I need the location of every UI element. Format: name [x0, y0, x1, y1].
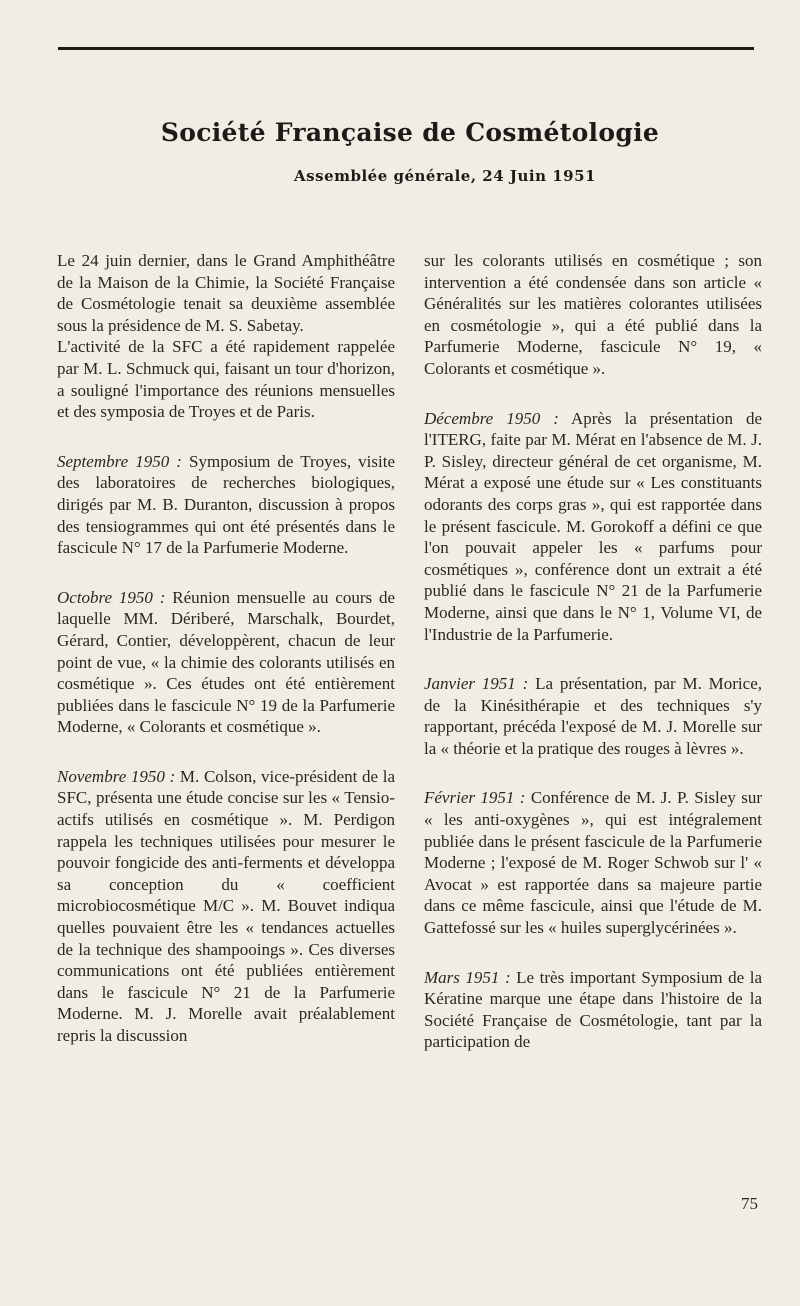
paragraph-text: Réunion mensuelle au cours de laquelle MM. Dériberé, Marschalk, Bourdet, Gérard, Contier, développèrent, chacun de leur point de vue, « la chimie des colorants utilisés en cosmétique ». Ces études ont été entièrement publiées dans le fascicule N° 19 de la Parfumerie Moderne, « Colorants et cosmétique ».: [57, 587, 395, 737]
page-subtitle: Assemblée générale, 24 Juin 1951: [294, 167, 596, 185]
date-label: Mars 1951 :: [424, 967, 511, 987]
date-label: Janvier 1951 :: [424, 674, 529, 694]
paragraph-text: La présentation, par M. Morice, de la Kinésithérapie et des techniques s'y rapportant, précéda l'exposé de M. J. Morelle sur la « théorie et la pratique des rouges à lèvres ».: [424, 674, 762, 758]
paragraph-text: Symposium de Troyes, visite des laboratoires de recherches biologiques, dirigés par M. B. Duranton, discussion à propos des tensiogrammes qui ont été présentés dans le fascicule N° 17 de la Parfumerie Moderne.: [57, 451, 395, 558]
paragraph-decembre-1950: [424, 408, 762, 646]
right-column: [424, 250, 762, 1081]
paragraph-text: Après la présentation de l'ITERG, faite par M. Mérat en l'absence de M. J. P. Sisley, directeur général de cet organisme, M. Mérat a exposé une étude sur « Les constituants odorants des corps gras », qui est rapportée dans le présent fascicule. M. Gorokoff a défini ce que l'on pouvait appeler les « parfums pour cosmétiques », conférence dont un extrait a été publié dans le fascicule N° 21 de la Parfumerie Moderne, ainsi que dans le N° 1, Volume VI, de l'Industrie de la Parfumerie.: [424, 408, 762, 644]
paragraph-septembre-1950: [57, 451, 395, 559]
date-label: Décembre 1950 :: [424, 408, 559, 428]
date-label: Février 1951 :: [424, 788, 526, 808]
date-label: Septembre 1950 :: [57, 451, 182, 471]
paragraph-continuation: sur les colorants utilisés en cosmétique ; son intervention a été condensée dans son article « Généralités sur les matières colorantes utilisées en cosmétologie », qui a été publié dans la Parfumerie Moderne, fascicule N° 19, « Colorants et cosmétique ».: [424, 251, 762, 378]
paragraph-text: M. Colson, vice-président de la SFC, présenta une étude concise sur les « Tensio-actifs utilisés en cosmétique ». M. Perdigon rappela les techniques utilisées pour mesurer le pouvoir fongicide des anti-ferments et développa sa conception du « coefficient microbiocosmétique M/C ». M. Bouvet indiqua quelles pouvaient être les « tendances actuelles de la technique des shampooings ». Ces diverses communications ont été publiées entièrement dans le fascicule N° 21 de la Parfumerie Moderne. M. J. Morelle avait préalablement repris la discussion: [57, 766, 395, 1045]
paragraph-intro: Le 24 juin dernier, dans le Grand Amphithéâtre de la Maison de la Chimie, la Société Française de Cosmétologie tenait sa deuxième assemblée sous la présidence de M. S. Sabetay.: [57, 251, 395, 335]
top-rule: [58, 47, 754, 50]
paragraph-octobre-1950: [57, 587, 395, 738]
paragraph-text: Conférence de M. J. P. Sisley sur « les anti-oxygènes », qui est intégralement publiée dans le présent fascicule de la Parfumerie Moderne ; l'exposé de M. Roger Schwob sur l' « Avocat » est rapportée dans sa majeure partie dans ce même fascicule, ainsi que l'étude de M. Gattefossé sur les « huiles superglycérinées ».: [424, 788, 762, 938]
left-column: [57, 250, 395, 1075]
paragraph-mars-1951: [424, 967, 762, 1053]
page-number: 75: [741, 1194, 758, 1213]
page-title: Société Française de Cosmétologie: [160, 118, 660, 147]
paragraph-novembre-1950: [57, 766, 395, 1047]
date-label: Novembre 1950 :: [57, 766, 176, 786]
paragraph-activity: L'activité de la SFC a été rapidement rappelée par M. L. Schmuck qui, faisant un tour d'horizon, a souligné l'importance des réunions mensuelles et des symposia de Troyes et de Paris.: [57, 337, 395, 422]
paragraph-fevrier-1951: [424, 787, 762, 938]
paragraph-text: Le très important Symposium de la Kératine marque une étape dans l'histoire de la Société Française de Cosmétologie, tant par la participation de: [424, 967, 762, 1052]
date-label: Octobre 1950 :: [57, 587, 166, 607]
paragraph-janvier-1951: [424, 673, 762, 759]
